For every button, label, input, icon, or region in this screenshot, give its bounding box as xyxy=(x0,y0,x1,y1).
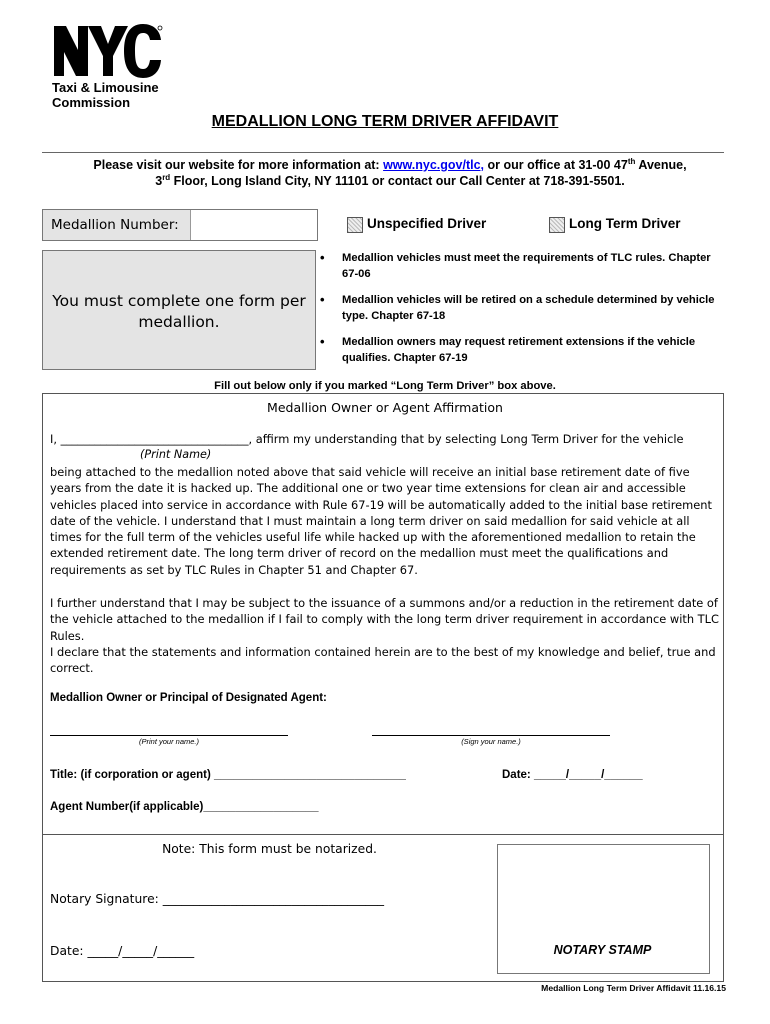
agency-name xyxy=(52,80,159,110)
notary-stamp-label: NOTARY STAMP xyxy=(553,943,652,957)
rule-item: • Medallion owners may request retirement extensions if the vehicle qualifies. Chapter 67-19 xyxy=(318,334,718,376)
rules-list xyxy=(318,250,718,376)
notary-signature-field[interactable]: Notary Signature: ____________________________________ xyxy=(50,892,385,906)
contact-sup1: th xyxy=(627,156,636,166)
notary-note: Note: This form must be notarized. xyxy=(162,842,377,856)
header-divider xyxy=(42,152,724,153)
footer-form-id: Medallion Long Term Driver Affidavit 11.16.15 xyxy=(541,983,726,993)
contact-mid: or our office at 31-00 47 xyxy=(484,158,628,172)
form-title: MEDALLION LONG TERM DRIVER AFFIDAVIT xyxy=(211,113,559,130)
medallion-number-label: Medallion Number: xyxy=(43,210,191,240)
notary-date-field[interactable]: Date: _____/_____/______ xyxy=(50,944,195,958)
agency-name-line2: Commission xyxy=(52,95,131,110)
nyc-logo xyxy=(52,22,164,80)
affirmation-line1: I, _________________________________, affirm my understanding that by selecting Long Term Driver for the vehicle xyxy=(50,432,684,446)
long-term-driver-label: Long Term Driver xyxy=(569,216,681,231)
panel-text: You must complete one form per medallion. xyxy=(52,292,306,331)
print-name-hint: (Print Name) xyxy=(140,448,212,461)
contact-pre: Please visit our website for more information at: xyxy=(93,158,384,172)
print-name-line[interactable] xyxy=(50,735,288,736)
info-panel xyxy=(42,250,316,370)
medallion-number-input[interactable] xyxy=(192,210,317,240)
unspecified-driver-label: Unspecified Driver xyxy=(367,216,487,231)
affirmation-heading: Medallion Owner or Agent Affirmation xyxy=(267,400,503,415)
unspecified-driver-checkbox[interactable] xyxy=(347,217,363,233)
contact-line2 xyxy=(60,173,720,189)
rule-item: • Medallion vehicles will be retired on a schedule determined by vehicle type. Chapter 67-18 xyxy=(318,292,718,334)
nyc-logo-mark xyxy=(52,22,164,80)
medallion-number-field xyxy=(42,209,318,241)
contact-sup2: rd xyxy=(162,172,171,182)
long-term-driver-checkbox[interactable] xyxy=(549,217,565,233)
title-field[interactable]: Title: (if corporation or agent) ______________________________ xyxy=(50,769,406,781)
affirmation-paragraph-2: I further understand that I may be subject to the issuance of a summons and/or a reduction in the retirement date of the vehicle attached to the medallion if I fail to comply with the long term driver requirement in accordance with TLC Rules. xyxy=(50,596,719,643)
affirmation-paragraph-3: I declare that the statements and information contained herein are to the best of my knowledge and belief, true and correct. xyxy=(50,645,716,676)
contact-line2-pre: 3 xyxy=(155,174,163,188)
affirmation-date-field[interactable]: Date: _____/_____/______ xyxy=(502,769,643,781)
agency-name-line1: Taxi & Limousine xyxy=(52,80,159,95)
contact-post: Avenue, xyxy=(635,158,687,172)
affirmation-paragraph-1: being attached to the medallion noted above that said vehicle will receive an initial base retirement date of five years from the date it is hacked up. The additional one or two year time extensions for clean air and accessible vehicles placed into service in accordance with Rule 67-19 will be automatically added to the initial base retirement date of the vehicle. I understand that I must maintain a long term driver on said medallion for said vehicle at all times for the full term of the vehicles useful life while hacked up with the aforementioned medallion to retain the extended retirement date. The long term driver of record on the medallion must meet the qualifications and requirements as set by TLC Rules in Chapter 51 and Chapter 67. xyxy=(50,465,712,577)
agent-number-field[interactable]: Agent Number(if applicable)__________________ xyxy=(50,801,319,813)
contact-line1 xyxy=(60,157,720,173)
contact-line2-post: Floor, Long Island City, NY 11101 or contact our Call Center at 718-391-5501. xyxy=(170,174,625,188)
signature-line[interactable] xyxy=(372,735,610,736)
print-your-name-hint: (Print your name.) xyxy=(138,737,200,746)
contact-info xyxy=(60,157,720,189)
rule-item: • Medallion vehicles must meet the requirements of TLC rules. Chapter 67-06 xyxy=(318,250,718,292)
website-link[interactable]: www.nyc.gov/tlc, xyxy=(383,158,485,172)
owner-label: Medallion Owner or Principal of Designated Agent: xyxy=(50,692,327,704)
sign-your-name-hint: (Sign your name.) xyxy=(461,737,521,746)
fill-out-note: Fill out below only if you marked “Long Term Driver” box above. xyxy=(214,380,556,392)
